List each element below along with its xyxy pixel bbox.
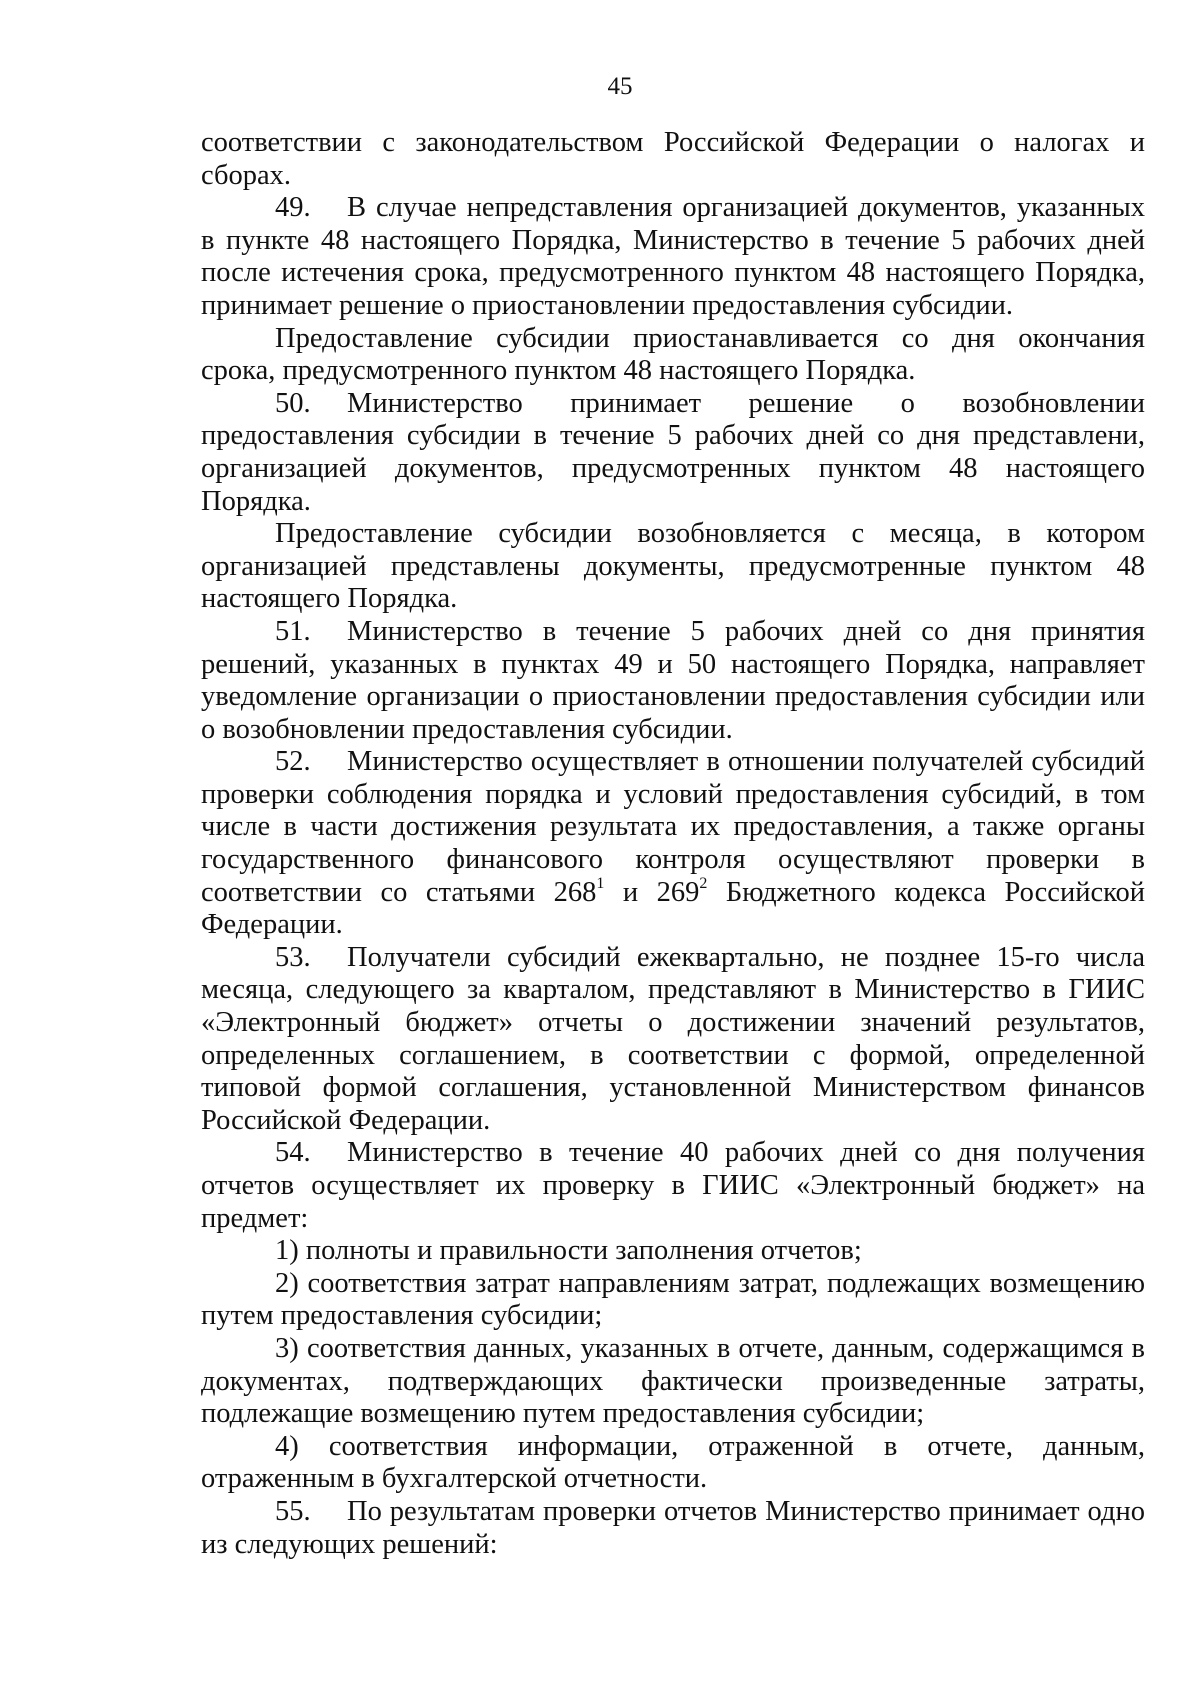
page-number: 45 xyxy=(607,73,633,100)
paragraph-text: Получатели субсидий ежеквартально, не позднее 15-го числа месяца, следующего за кварталом, представляют в Министерство в ГИИС «Электронный бюджет» отчеты о достижении значений результатов, определенных соглашением, в соответствии с формой, определенной типовой формой соглашения, установленной Министерством финансов Российской Федерации. xyxy=(201,941,1145,1136)
paragraph-text: соответствии с законодательством Российской Федерации о налогах и сборах. xyxy=(201,127,1145,191)
paragraph-text: По результатам проверки отчетов Министерство принимает одно из следующих решений: xyxy=(201,1495,1145,1560)
paragraph-number: 49. xyxy=(275,192,311,224)
list-item-3 xyxy=(201,1333,1145,1431)
paragraph-text: Министерство в течение 5 рабочих дней со дня принятия решений, указанных в пунктах 49 и 50 настоящего Порядка, направляет уведомление организации о приостановлении предоставления субсидии или о возобновлении предоставления субсидии. xyxy=(201,615,1145,745)
paragraph-continuation xyxy=(201,127,1145,192)
footnote-superscript: 2 xyxy=(699,874,708,892)
paragraph-number: 50. xyxy=(275,387,311,419)
paragraph-text: Министерство осуществляет в отношении получателей субсидий проверки соблюдения порядка и условий предоставления субсидий, в том числе в части достижения результата их предоставления, а также органы государственного финансового контроля осуществляют проверки в соответствии со статьями 268 xyxy=(201,746,1145,908)
paragraph-text: 4) соответствия информации, отраженной в отчете, данным, отраженным в бухгалтерской отчетности. xyxy=(201,1430,1145,1495)
list-item-2 xyxy=(201,1268,1145,1333)
paragraph-text: 3) соответствия данных, указанных в отчете, данным, содержащимся в документах, подтверждающих фактически произведенные затраты, подлежащие возмещению путем предоставления субсидии; xyxy=(201,1332,1145,1430)
paragraph-text: и 269 xyxy=(604,876,700,908)
paragraph-53 xyxy=(201,942,1145,1138)
paragraph-text: Министерство в течение 40 рабочих дней со дня получения отчетов осуществляет их проверку в ГИИС «Электронный бюджет» на предмет: xyxy=(201,1137,1145,1234)
paragraph-number: 53. xyxy=(275,941,311,973)
paragraph-number: 52. xyxy=(275,746,311,778)
paragraph-52 xyxy=(201,746,1145,942)
paragraph-text: 1) полноты и правильности заполнения отчетов; xyxy=(275,1235,862,1267)
paragraph-50 xyxy=(201,388,1145,518)
footnote-superscript: 1 xyxy=(596,874,605,892)
paragraph-text: Министерство принимает решение о возобновлении предоставления субсидии в течение 5 рабочих дней со дня представлени, организацией документов, предусмотренных пунктом 48 настоящего Порядка. xyxy=(201,387,1145,517)
paragraph-54 xyxy=(201,1137,1145,1235)
list-item-1 xyxy=(201,1235,1145,1268)
paragraph-49-suspension xyxy=(201,323,1145,388)
list-item-4 xyxy=(201,1431,1145,1496)
paragraph-text: 2) соответствия затрат направлениям затрат, подлежащих возмещению путем предоставления субсидии; xyxy=(201,1267,1145,1332)
paragraph-50-resumption xyxy=(201,518,1145,616)
paragraph-text: В случае непредставления организацией документов, указанных в пункте 48 настоящего Порядка, Министерство в течение 5 рабочих дней после истечения срока, предусмотренного пунктом 48 настоящего Порядка, принимает решение о приостановлении предоставления субсидии. xyxy=(201,192,1145,321)
paragraph-number: 51. xyxy=(275,615,311,647)
paragraph-text: Бюджетного кодекса Российской Федерации. xyxy=(201,876,1145,941)
paragraph-text: Предоставление субсидии возобновляется с месяца, в котором организацией представлены документы, предусмотренные пунктом 48 настоящего Порядка. xyxy=(201,518,1145,615)
paragraph-55 xyxy=(201,1496,1145,1561)
paragraph-51 xyxy=(201,616,1145,746)
paragraph-number: 54. xyxy=(275,1137,311,1169)
paragraph-number: 55. xyxy=(275,1495,311,1527)
document-body xyxy=(201,127,1145,1561)
paragraph-49 xyxy=(201,192,1145,322)
paragraph-text: Предоставление субсидии приостанавливается со дня окончания срока, предусмотренного пунктом 48 настоящего Порядка. xyxy=(201,322,1145,387)
